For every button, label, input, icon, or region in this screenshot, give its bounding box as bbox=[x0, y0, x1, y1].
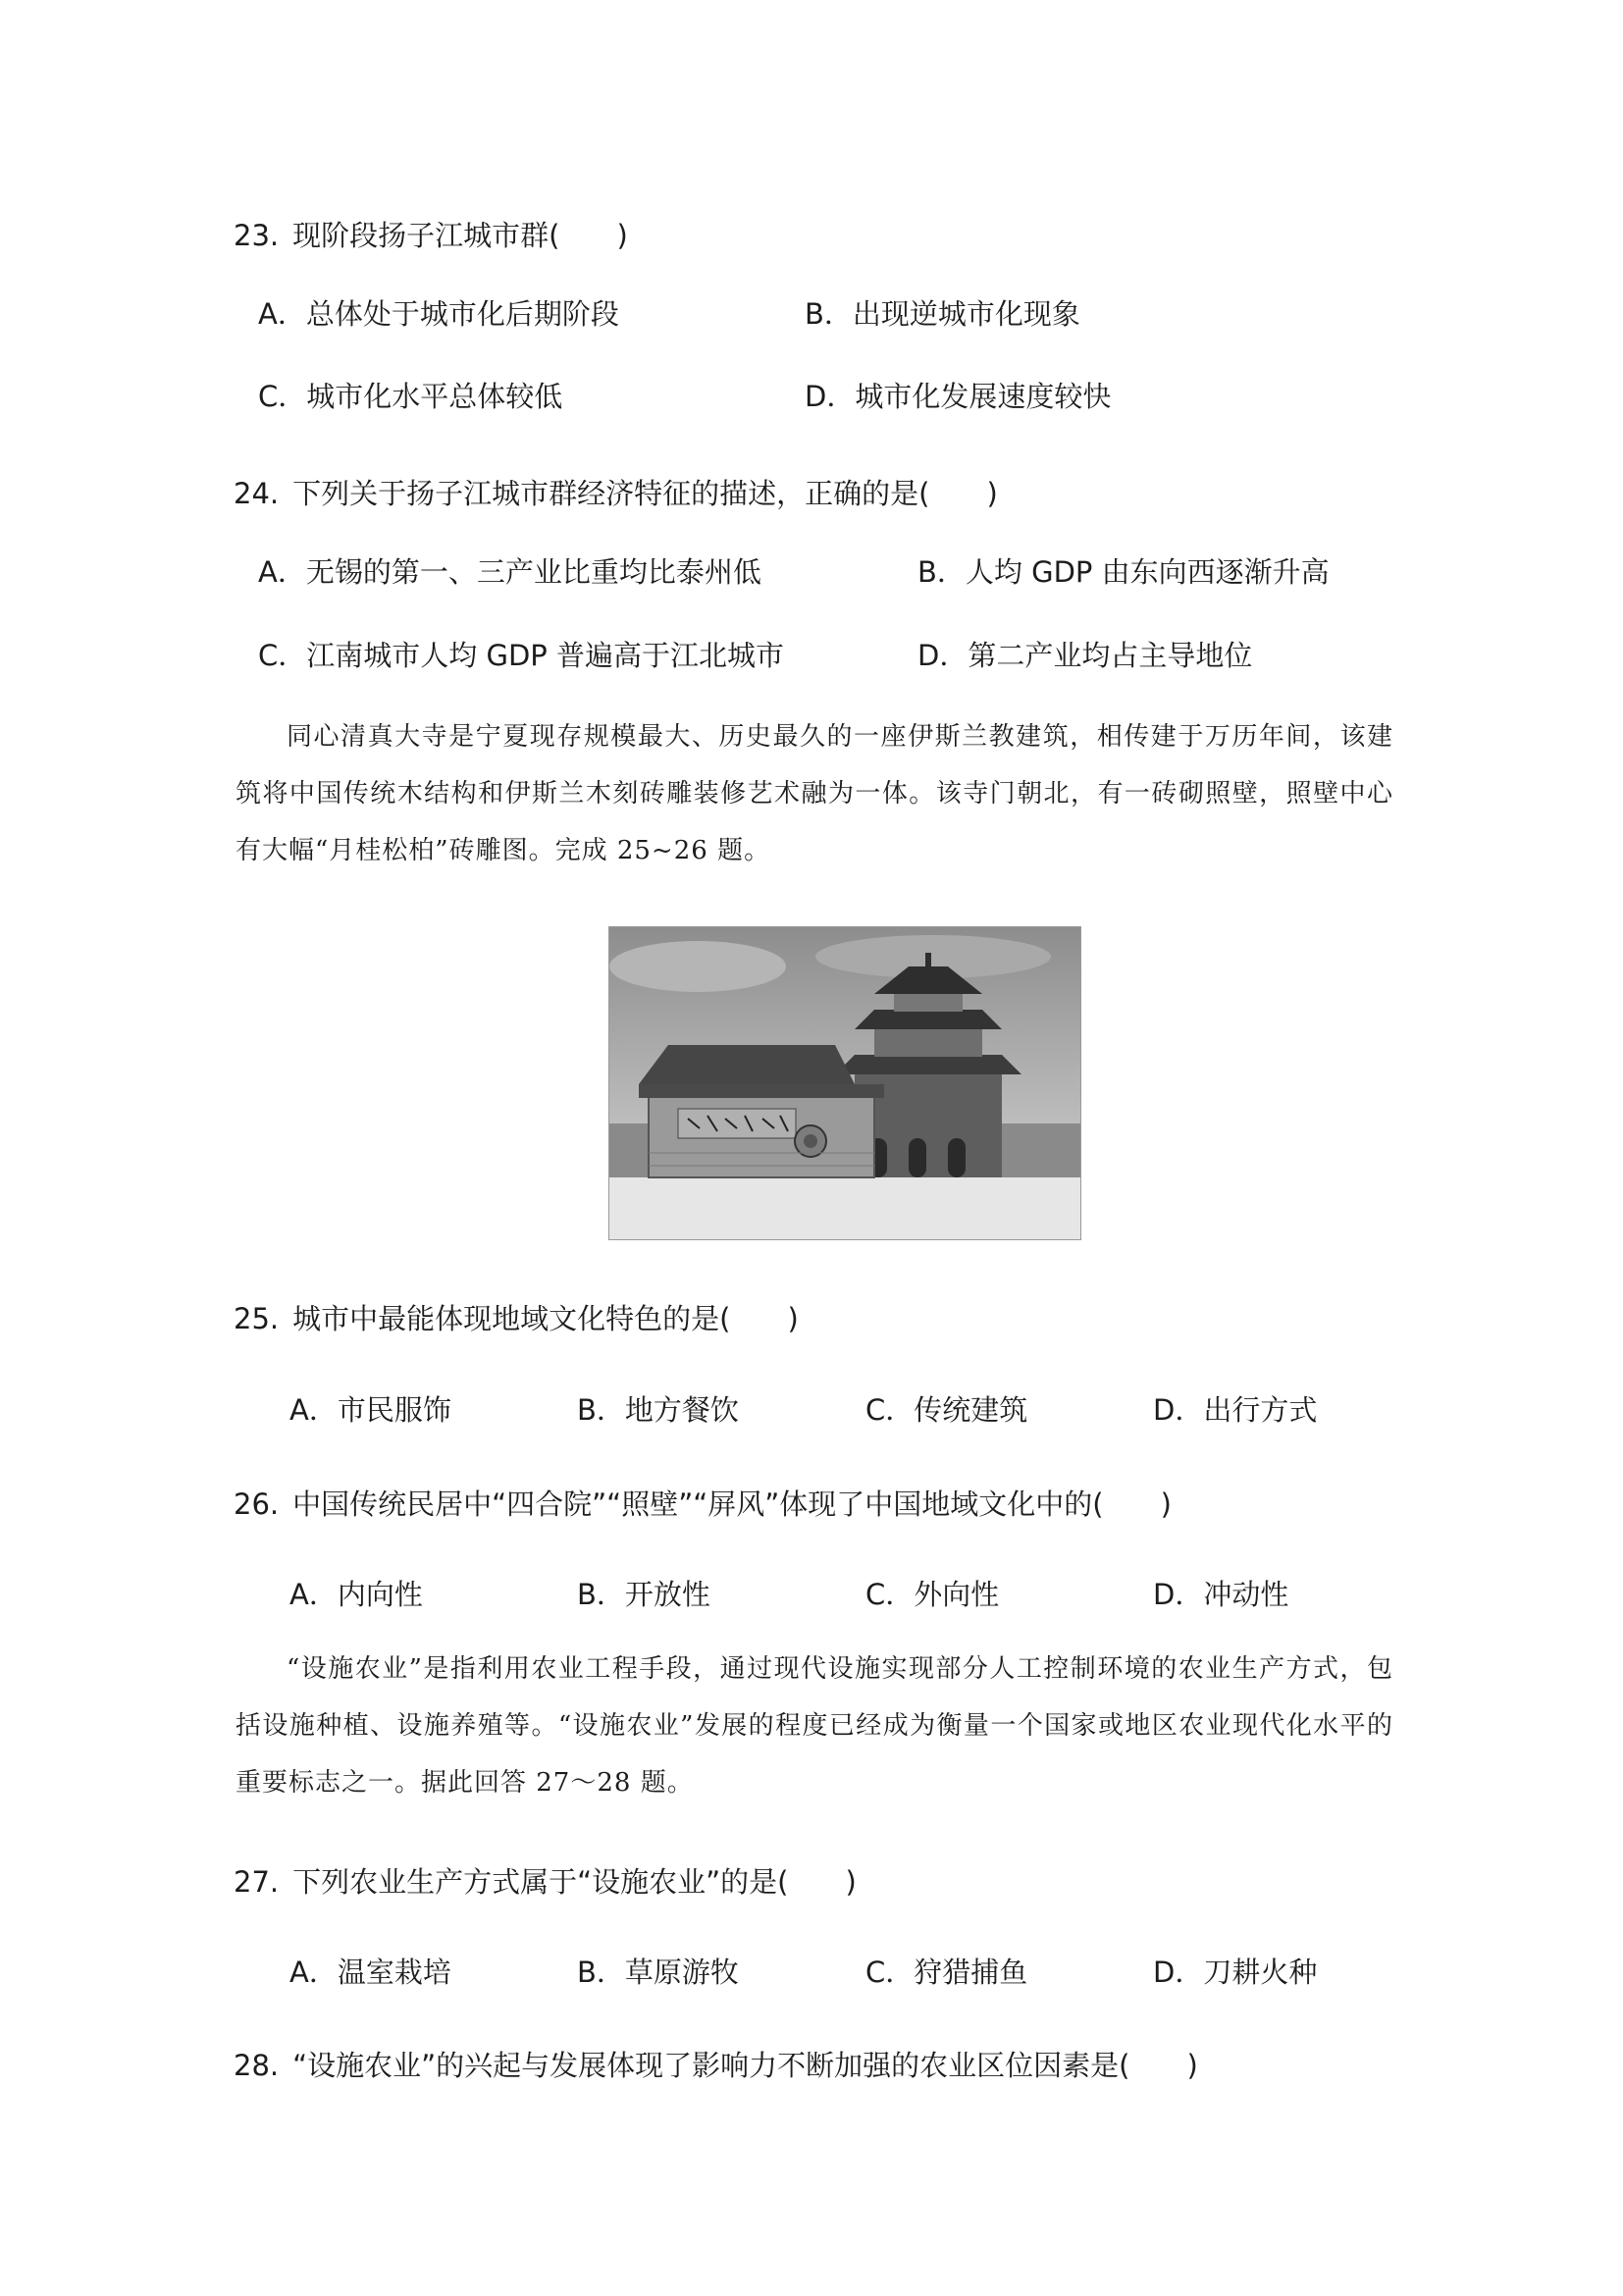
option-27-a: A．温室栽培 bbox=[289, 1956, 451, 1989]
option-23-d: D．城市化发展速度较快 bbox=[805, 380, 1112, 413]
question-number: 28. bbox=[234, 2049, 280, 2082]
mosque-illustration bbox=[609, 927, 1080, 1239]
question-stem: 下列关于扬子江城市群经济特征的描述，正确的是( ) bbox=[292, 477, 998, 510]
question-28 bbox=[234, 2044, 1198, 2084]
passage-facility-agriculture: “设施农业”是指利用农业工程手段，通过现代设施实现部分人工控制环境的农业生产方式，包括设施种植、设施养殖等。“设施农业”发展的程度已经成为衡量一个国家或地区农业现代化水平的重要标志之一。据此回答 27～28 题。 bbox=[236, 1654, 1393, 1798]
question-stem: 现阶段扬子江城市群( ) bbox=[292, 219, 628, 252]
option-25-d: D．出行方式 bbox=[1153, 1393, 1318, 1427]
option-24-c: C．江南城市人均 GDP 普遍高于江北城市 bbox=[258, 639, 784, 672]
option-25-a: A．市民服饰 bbox=[289, 1393, 451, 1427]
option-23-b: B．出现逆城市化现象 bbox=[805, 297, 1080, 331]
option-25-c: C．传统建筑 bbox=[865, 1393, 1028, 1427]
option-27-b: B．草原游牧 bbox=[577, 1956, 739, 1989]
option-24-a: A．无锡的第一、三产业比重均比泰州低 bbox=[258, 555, 761, 589]
option-24-d: D．第二产业均占主导地位 bbox=[917, 639, 1253, 672]
question-number: 25. bbox=[234, 1302, 280, 1335]
question-stem: 中国传统民居中“四合院”“照壁”“屏风”体现了中国地域文化中的( ) bbox=[292, 1487, 1172, 1521]
question-stem: “设施农业”的兴起与发展体现了影响力不断加强的农业区位因素是( ) bbox=[292, 2049, 1198, 2082]
question-25 bbox=[234, 1297, 799, 1337]
option-23-c: C．城市化水平总体较低 bbox=[258, 380, 563, 413]
option-26-b: B．开放性 bbox=[577, 1578, 710, 1611]
passage-mosque: 同心清真大寺是宁夏现存规模最大、历史最久的一座伊斯兰教建筑，相传建于万历年间，该建筑将中国传统木结构和伊斯兰木刻砖雕装修艺术融为一体。该寺门朝北，有一砖砌照壁，照壁中心有大幅“月桂松柏”砖雕图。完成 25~26 题。 bbox=[236, 722, 1393, 865]
option-26-a: A．内向性 bbox=[289, 1578, 423, 1611]
question-number: 27. bbox=[234, 1865, 280, 1899]
option-25-b: B．地方餐饮 bbox=[577, 1393, 739, 1427]
option-27-c: C．狩猎捕鱼 bbox=[865, 1956, 1028, 1989]
option-24-b: B．人均 GDP 由东向西逐渐升高 bbox=[917, 555, 1330, 589]
question-stem: 下列农业生产方式属于“设施农业”的是( ) bbox=[292, 1865, 857, 1899]
option-26-d: D．冲动性 bbox=[1153, 1578, 1289, 1611]
question-23 bbox=[234, 214, 628, 254]
question-24 bbox=[234, 472, 998, 512]
option-26-c: C．外向性 bbox=[865, 1578, 1000, 1611]
option-23-a: A．总体处于城市化后期阶段 bbox=[258, 297, 619, 331]
question-number: 24. bbox=[234, 477, 280, 510]
question-27 bbox=[234, 1860, 857, 1901]
option-27-d: D．刀耕火种 bbox=[1153, 1956, 1318, 1989]
question-stem: 城市中最能体现地域文化特色的是( ) bbox=[292, 1302, 799, 1335]
question-number: 26. bbox=[234, 1487, 280, 1521]
question-26 bbox=[234, 1483, 1172, 1523]
question-number: 23. bbox=[234, 219, 280, 252]
mosque-photo bbox=[608, 926, 1081, 1240]
